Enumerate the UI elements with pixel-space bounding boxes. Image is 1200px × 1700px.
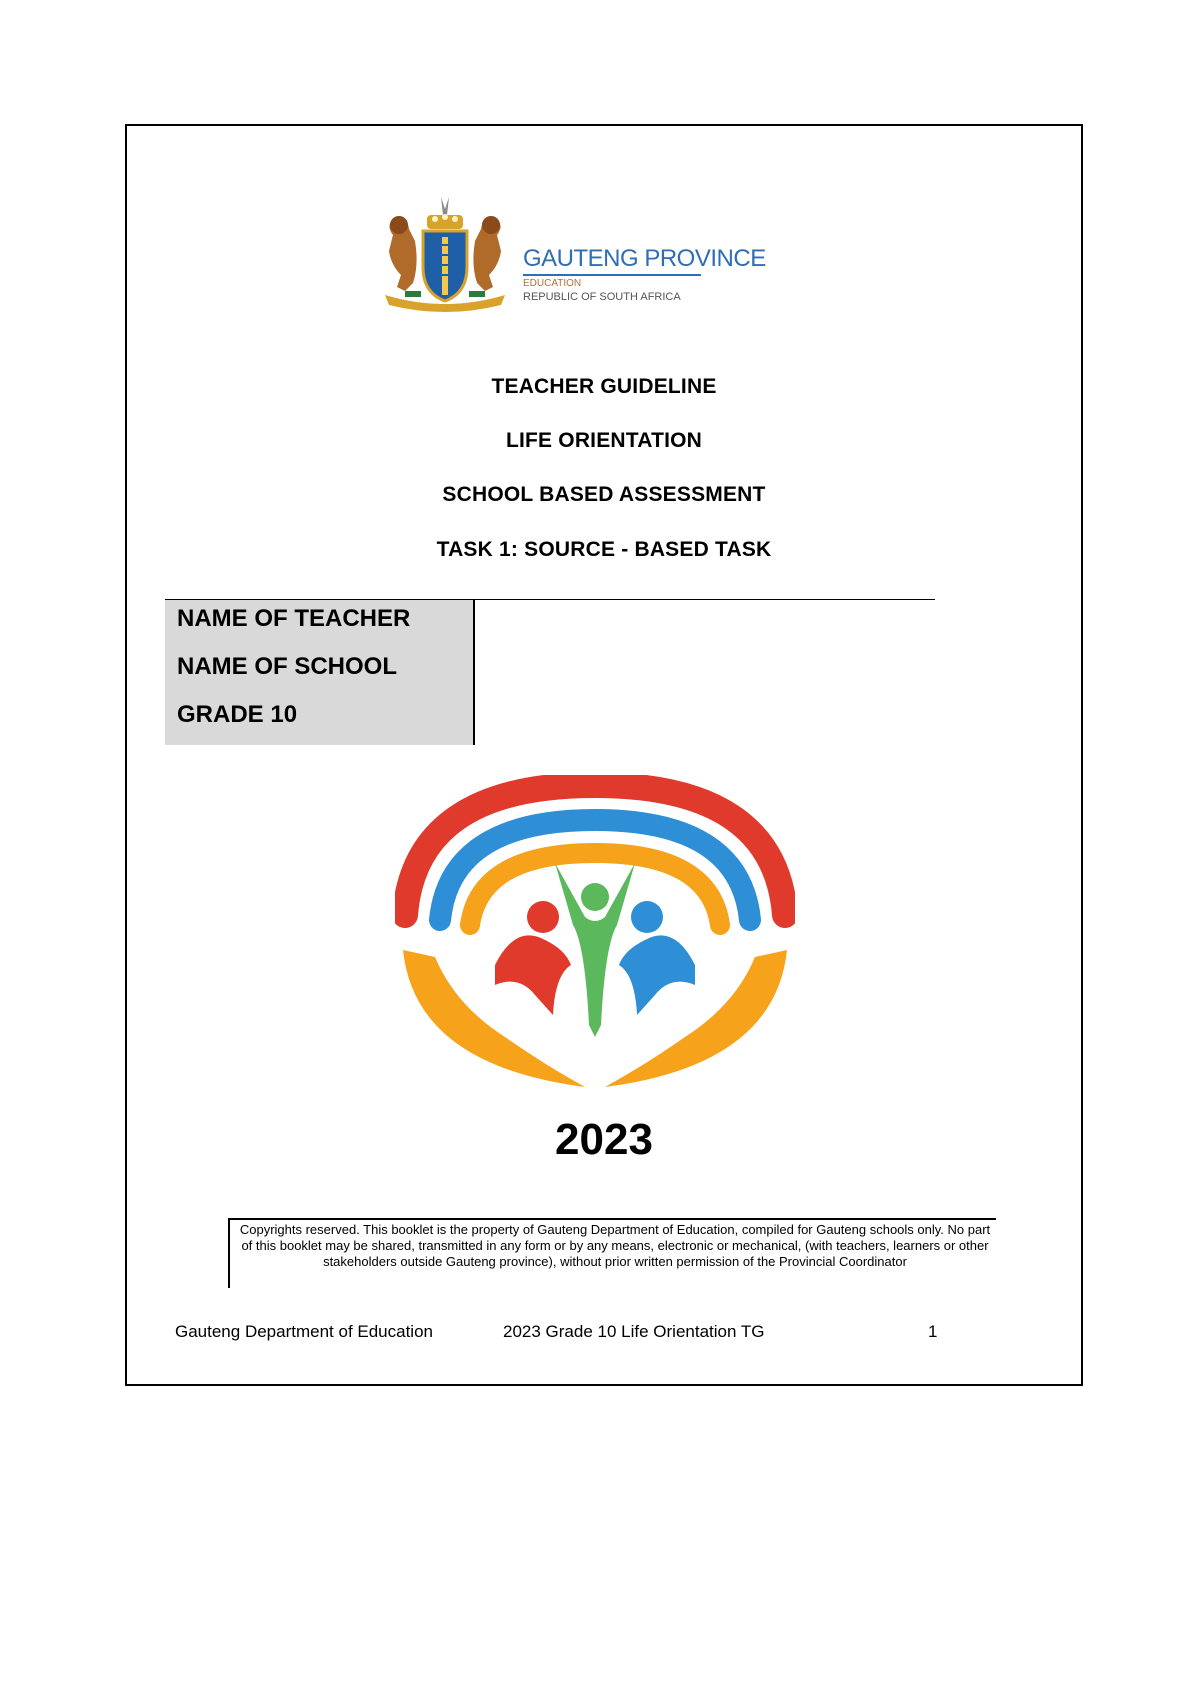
country-name: REPUBLIC OF SOUTH AFRICA — [523, 291, 681, 303]
copyright-notice: Copyrights reserved. This booklet is the property of Gauteng Department of Education, compiled for Gauteng schools only. No part of this booklet may be shared, transmitted in any form or by any means, electronic or mechanical, (with teachers, learners or other stakeholders outside Gauteng province), without prior written permission of the Provincial Coordinator — [239, 1222, 991, 1269]
title-subject: LIFE ORIENTATION — [505, 429, 703, 452]
coat-of-arms-icon — [375, 195, 515, 315]
gauteng-logo — [375, 195, 766, 315]
title-assessment: SCHOOL BASED ASSESSMENT — [442, 483, 766, 506]
life-orientation-hands-people-icon — [395, 775, 795, 1095]
info-value-column[interactable] — [476, 600, 935, 745]
footer-page-number: 1 — [928, 1322, 938, 1341]
department-name: EDUCATION — [523, 278, 582, 289]
year: 2023 — [555, 1115, 653, 1164]
title-teacher-guideline: TEACHER GUIDELINE — [491, 375, 717, 398]
province-name: GAUTENG PROVINCE — [523, 245, 766, 272]
grade-label: GRADE 10 — [177, 701, 298, 728]
info-label-column — [165, 600, 475, 745]
footer-document-title: 2023 Grade 10 Life Orientation TG — [503, 1322, 765, 1341]
logo-rule — [523, 274, 701, 276]
footer-department: Gauteng Department of Education — [175, 1322, 433, 1341]
teacher-name-label: NAME OF TEACHER — [177, 605, 411, 632]
title-task: TASK 1: SOURCE - BASED TASK — [436, 538, 772, 561]
school-name-label: NAME OF SCHOOL — [177, 653, 397, 680]
copyright-box — [228, 1218, 996, 1288]
